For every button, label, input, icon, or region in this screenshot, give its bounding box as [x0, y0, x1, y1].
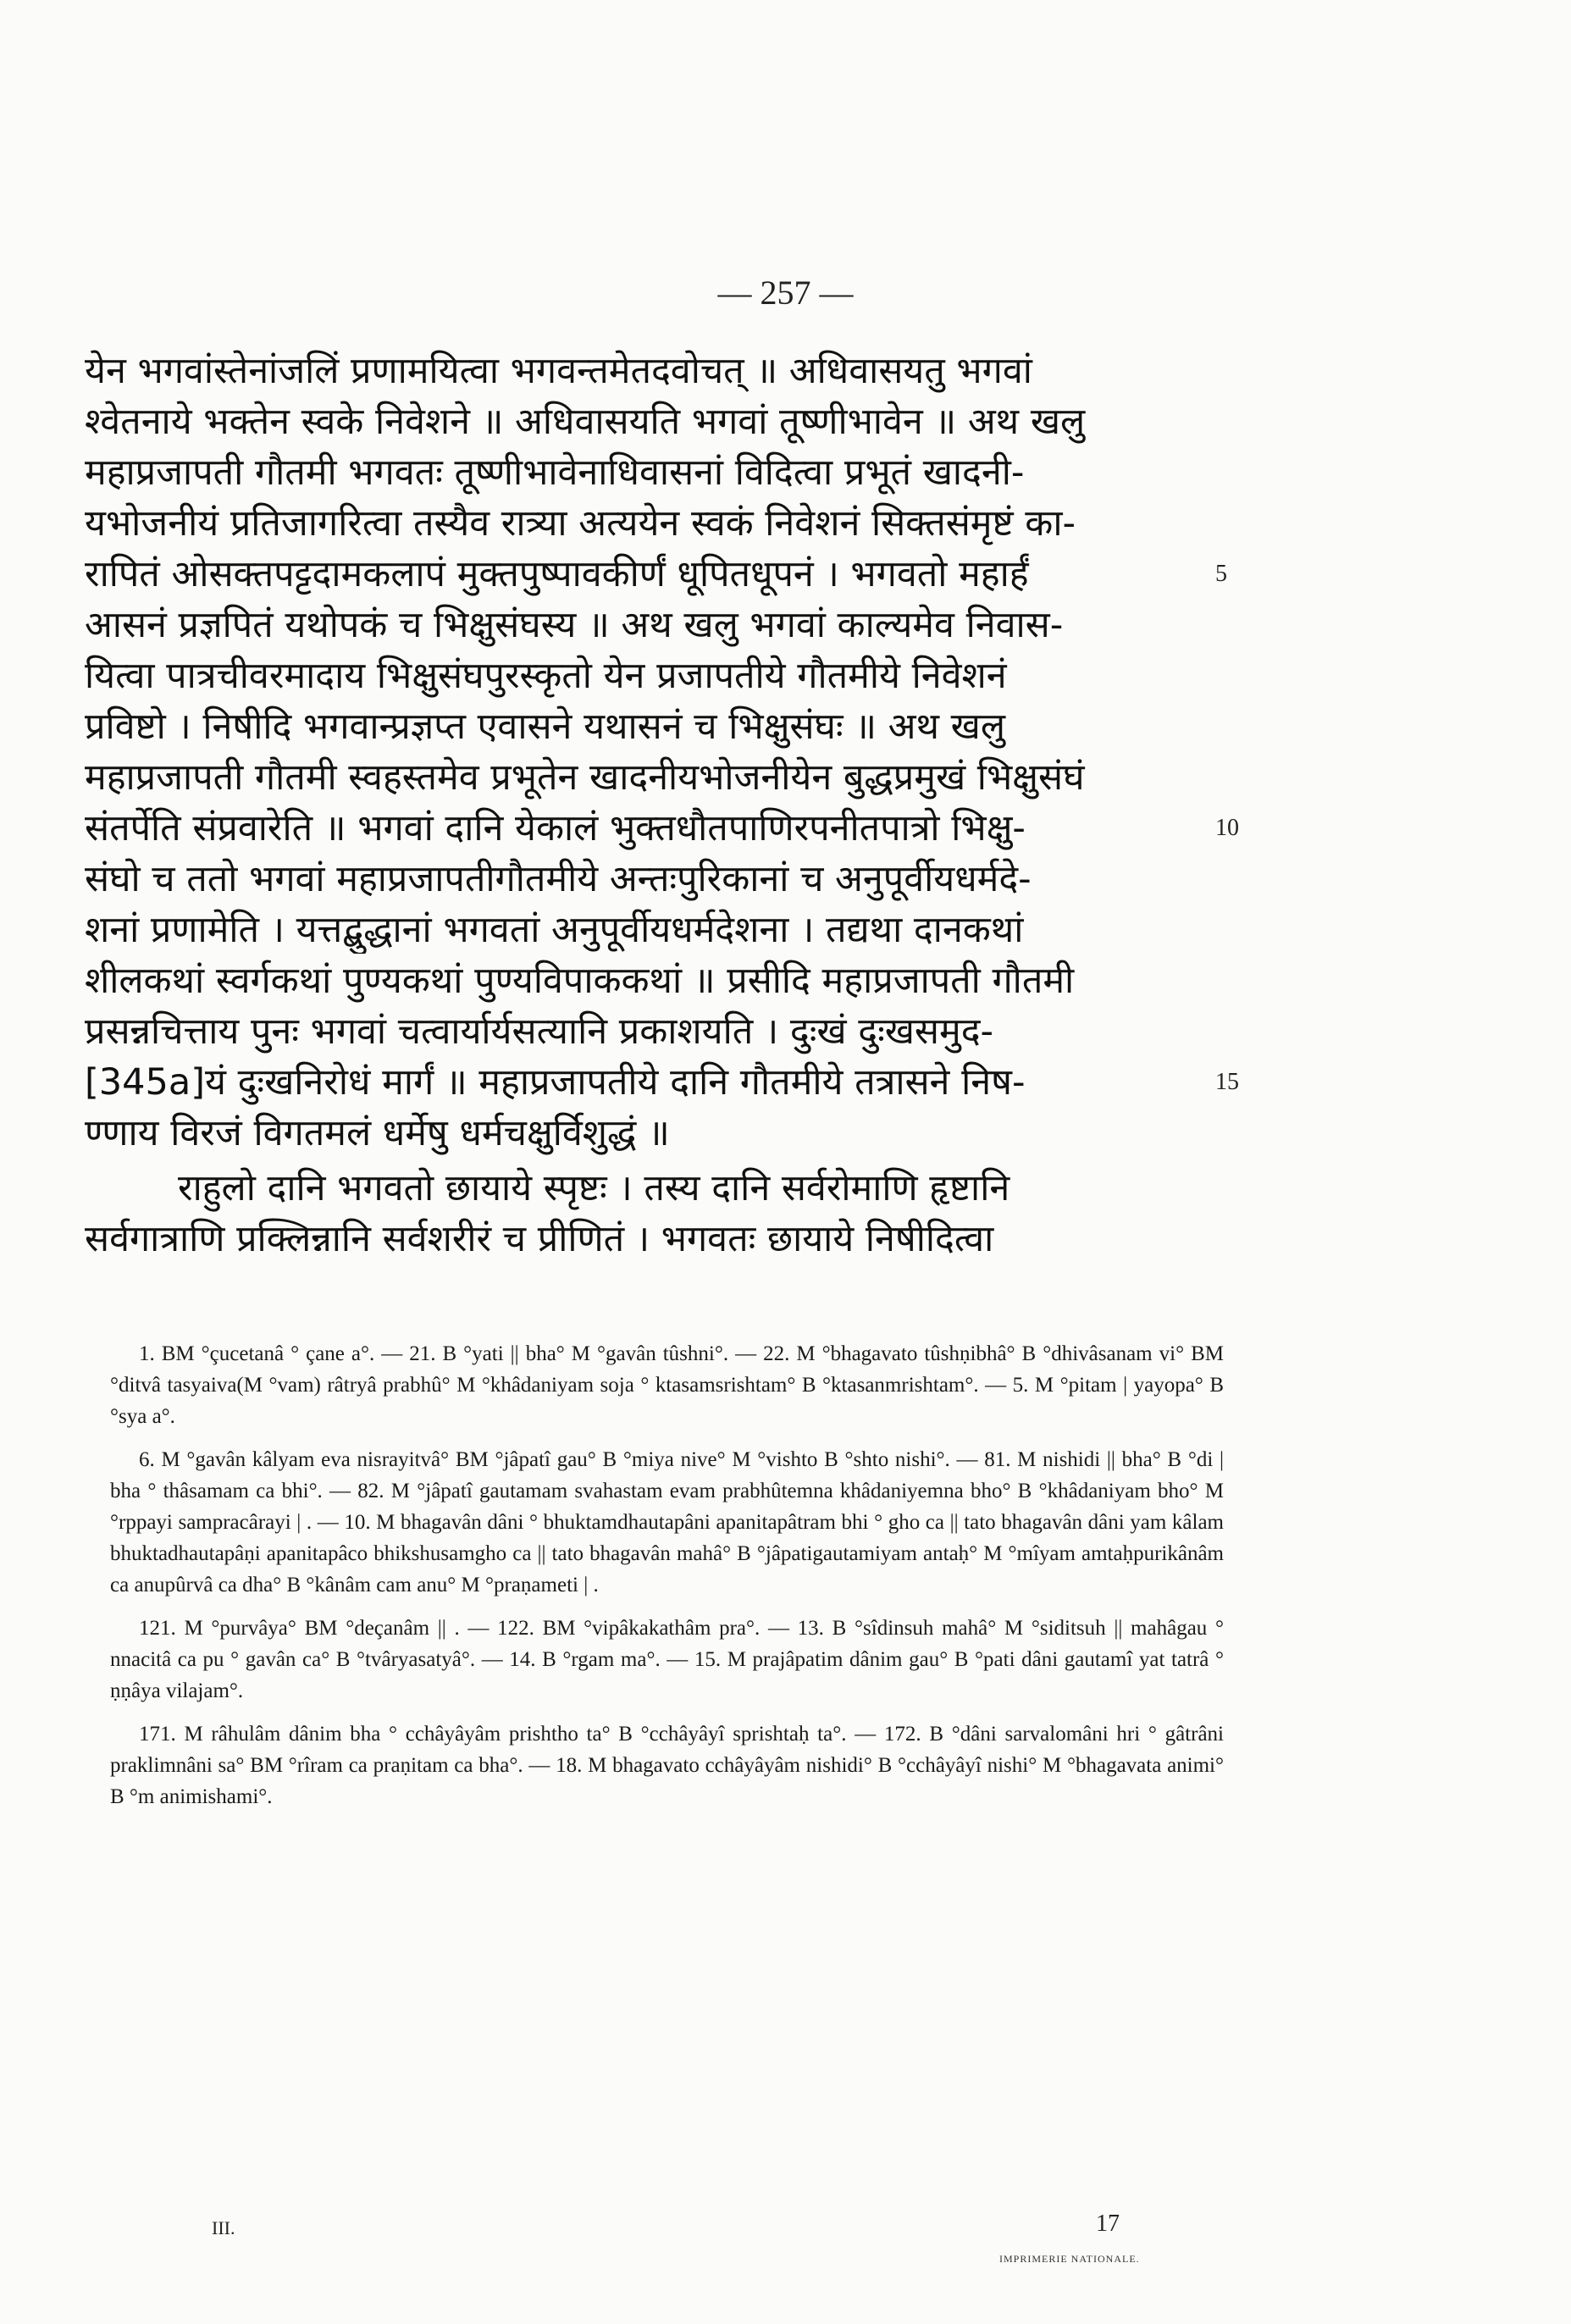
sanskrit-line: संतर्पेति संप्रवारेति ॥ भगवां दानि येकालं भुक्तधौतपाणिरपनीतपात्रो भिक्षु- — [85, 807, 1026, 849]
printer-imprint: IMPRIMERIE NATIONALE. — [999, 2253, 1140, 2265]
margin-line-number: 15 — [1215, 1069, 1239, 1095]
sanskrit-line: राहुलो दानि भगवतो छायाये स्पृष्टः । तस्य दानि सर्वरोमाणि हृष्टानि — [178, 1167, 1010, 1209]
sanskrit-line: आसनं प्रज्ञपितं यथोपकं च भिक्षुसंघस्य ॥ अथ खलु भगवां काल्यमेव निवास- — [85, 604, 1064, 646]
sanskrit-line: [345a]यं दुःखनिरोधं मार्गं ॥ महाप्रजापतीये दानि गौतमीये तत्रासने निष- — [85, 1061, 1026, 1104]
sanskrit-line: महाप्रजापती गौतमी भगवतः तूष्णीभावेनाधिवासनां विदित्वा प्रभूतं खादनी- — [85, 451, 1025, 494]
sanskrit-line: संघो च ततो भगवां महाप्रजापतीगौतमीये अन्तःपुरिकानां च अनुपूर्वीयधर्मदे- — [85, 858, 1032, 900]
sanskrit-line: यित्वा पात्रचीवरमादाय भिक्षुसंघपुरस्कृतो येन प्रजापतीये गौतमीये निवेशनं — [85, 655, 1007, 697]
sanskrit-line: महाप्रजापती गौतमी स्वहस्तमेव प्रभूतेन खादनीयभोजनीयेन बुद्धप्रमुखं भिक्षुसंघं — [85, 756, 1085, 799]
sanskrit-line: श्वेतनाये भक्तेन स्वके निवेशने ॥ अधिवासयति भगवां तूष्णीभावेन ॥ अथ खलु — [85, 401, 1086, 443]
sanskrit-line: रापितं ओसक्तपट्टदामकलापं मुक्तपुष्पावकीर्णं धूपितधूपनं । भगवतो महार्हं — [85, 553, 1029, 595]
sanskrit-line: शनां प्रणामेति । यत्तद्बुद्धानां भगवतां अनुपूर्वीयधर्मदेशना । तद्यथा दानकथां — [85, 909, 1024, 951]
sanskrit-line: शीलकथां स्वर्गकथां पुण्यकथां पुण्यविपाककथां ॥ प्रसीदि महाप्रजापती गौतमी — [85, 960, 1075, 1002]
footnote: 171. M râhulâm dânim bha ° cchâyâyâm prishtho ta° B °cchâyâyî sprishtaḥ ta°. — 172. B °dâni sarvalomâni hri ° gâtrâni praklimnâni sa° BM °rîram ca praṇitam ca bha°. — 18. M bhagavato cchâyâyâm nishidi° B °cchâyâyî nishi° M °bhagavata animi° B °m animishami°. — [110, 1723, 1224, 1808]
sanskrit-line: प्रसन्नचित्ताय पुनः भगवां चत्वार्यार्यसत्यानि प्रकाशयति । दुःखं दुःखसमुद- — [85, 1010, 994, 1053]
sanskrit-line: येन भगवांस्तेनांजलिं प्रणामयित्वा भगवन्तमेतदवोचत् ॥ अधिवासयतु भगवां — [85, 350, 1032, 392]
footnote: 6. M °gavân kâlyam eva nisrayitvâ° BM °jâpatî gau° B °miya nive° M °vishto B °shto nishi°. — 81. M nishidi || bha° B °di | bha ° thâsamam ca bhi°. — 82. M °jâpatî gautamam svahastam evam prabhûtemna khâdaniyemna bho° B °khâdaniyam bho° M °rppayi sampracârayi | . — 10. M bhagavân dâni ° bhuktamdhautapâni apanitapâtram bhi ° gho ca || tato bhagavân dâni yam kâlam bhuktadhautapâṇi apanitapâco bhikshusamgho ca || tato bhagavân mahâ° B °jâpatigautamiyam antaḥ° M °mîyam amtaḥpurikânâm ca anupûrvâ ca dha° B °kânâm cam anu° M °praṇameti | . — [110, 1448, 1224, 1596]
sanskrit-line: यभोजनीयं प्रतिजागरित्वा तस्यैव रात्र्या अत्ययेन स्वकं निवेशनं सिक्तसंमृष्टं का- — [85, 502, 1076, 545]
margin-line-number: 5 — [1215, 561, 1227, 587]
footnotes — [110, 1338, 1224, 1824]
signature-mark: III. — [212, 2217, 235, 2238]
sanskrit-line: सर्वगात्राणि प्रक्लिन्नानि सर्वशरीरं च प्रीणितं । भगवतः छायाये निषीदित्वा — [85, 1218, 994, 1260]
margin-line-number: 10 — [1215, 815, 1239, 841]
sheet-number: 17 — [1096, 2211, 1120, 2237]
footnote: 1. BM °çucetanâ ° çane a°. — 21. B °yati || bha° M °gavân tûshni°. — 22. M °bhagavato tûshṇibhâ° B °dhivâsanam vi° BM °ditvâ tasyaiva(M °vam) râtryâ prabhû° M °khâdaniyam soja ° ktasamsrishtam° B °ktasanmrishtam°. — 5. M °pitam | yayopa° B °sya a°. — [110, 1342, 1224, 1428]
sanskrit-line: ण्णाय विरजं विगतमलं धर्मेषु धर्मचक्षुर्विशुद्धं ॥ — [85, 1112, 670, 1154]
page-number: — 257 — — [717, 274, 854, 312]
sanskrit-line: प्रविष्टो । निषीदि भगवान्प्रज्ञप्त एवासने यथासनं च भिक्षुसंघः ॥ अथ खलु — [85, 706, 1005, 748]
footnote: 121. M °purvâya° BM °deçanâm || . — 122. BM °vipâkakathâm pra°. — 13. B °sîdinsuh mahâ° M °siditsuh || mahâgau ° nnacitâ ca pu ° gavân ca° B °tvâryasatyâ°. — 14. B °rgam ma°. — 15. M prajâpatim dânim gau° B °pati dâni gautamî yat tatrâ ° ṇṇâya vilajam°. — [110, 1617, 1224, 1702]
